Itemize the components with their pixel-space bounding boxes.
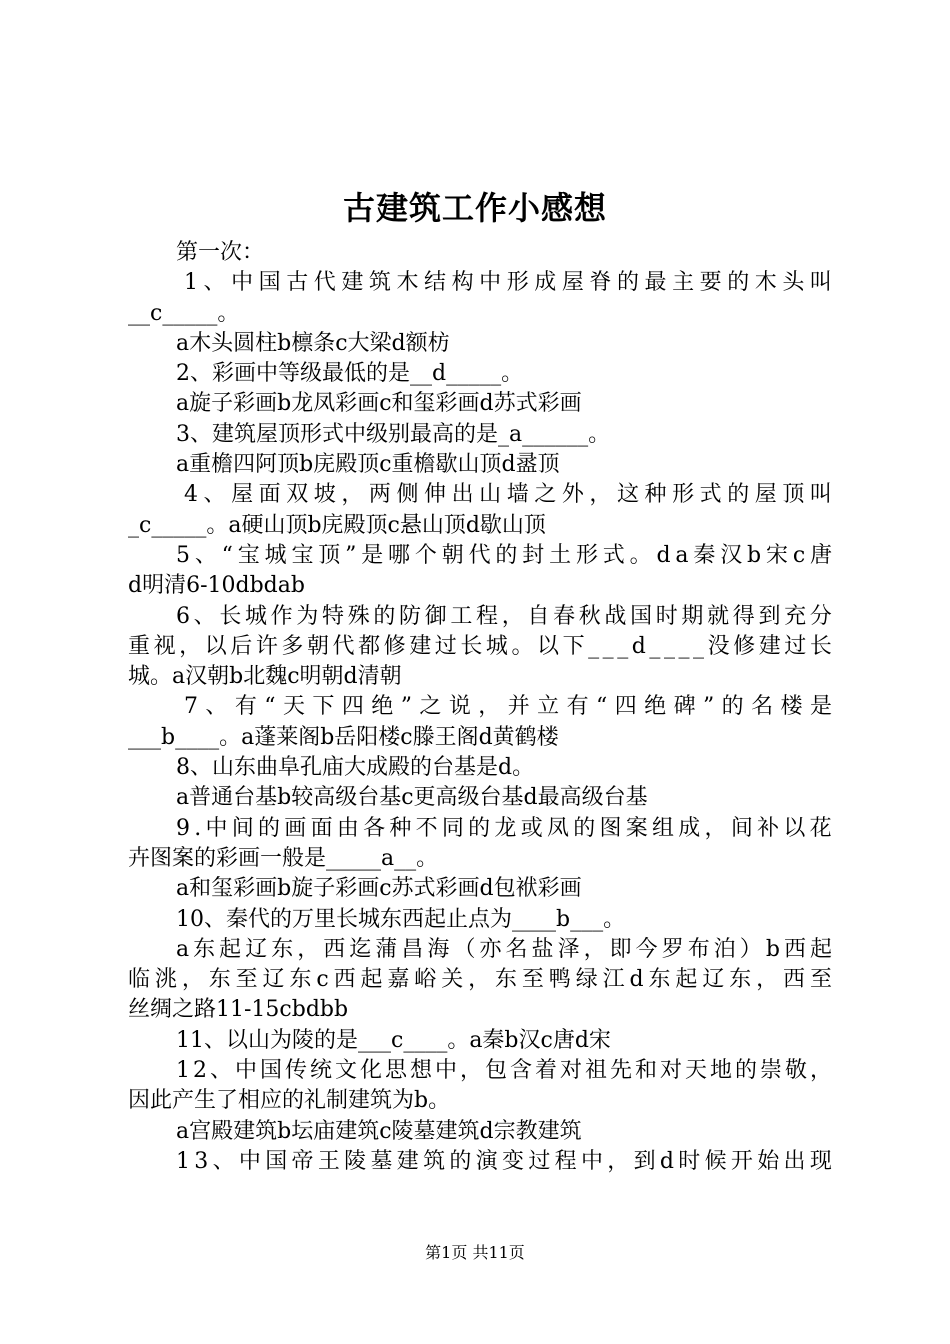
text-line: 7 、 有 “ 天 下 四 绝 ” 之 说 ， 并 立 有 “ 四 绝 碑 ” 的 名 楼 是 <box>184 694 832 720</box>
text-line: a和玺彩画b旋子彩画c苏式彩画d包袱彩画 <box>176 876 582 902</box>
text-line: a宫殿建筑b坛庙建筑c陵墓建筑d宗教建筑 <box>176 1118 582 1144</box>
text-line: 11、以山为陵的是___c____。a秦b汉c唐d宋 <box>176 1027 611 1053</box>
text-line: 城。a汉朝b北魏c明朝d清朝 <box>128 664 402 690</box>
text-line: a木头圆柱b檩条c大梁d额枋 <box>176 330 450 356</box>
document-body <box>128 238 832 1177</box>
text-line: 3、建筑屋顶形式中级别最高的是_a______。 <box>176 421 611 447</box>
text-line: a旋子彩画b龙凤彩画c和玺彩画d苏式彩画 <box>176 391 582 417</box>
text-line: __c_____。 <box>128 300 240 326</box>
text-line: 因此产生了相应的礼制建筑为b。 <box>128 1088 451 1114</box>
text-line: 1 、 中 国 古 代 建 筑 木 结 构 中 形 成 屋 脊 的 最 主 要 的 木 头 叫 <box>184 270 832 296</box>
text-line: 重 视 ， 以 后 许 多 朝 代 都 修 建 过 长 城 。 以 下 _ _ _ d _ _ _ _ 没 修 建 过 长 <box>128 633 832 659</box>
text-line: 4 、 屋 面 双 坡 ， 两 侧 伸 出 山 墙 之 外 ， 这 种 形 式 的 屋 顶 叫 <box>184 482 832 508</box>
text-line: a 东 起 辽 东 ， 西 迄 蒲 昌 海 （ 亦 名 盐 泽 ， 即 今 罗 布 泊 ） b 西 起 <box>176 936 832 962</box>
text-line: 1 3 、 中 国 帝 王 陵 墓 建 筑 的 演 变 过 程 中 ， 到 d 时 候 开 始 出 现 <box>176 1148 832 1174</box>
text-line: 卉图案的彩画一般是_____a__。 <box>128 845 439 871</box>
text-line: ___b____。a蓬莱阁b岳阳楼c滕王阁d黄鹤楼 <box>128 724 559 750</box>
text-line: 6 、 长 城 作 为 特 殊 的 防 御 工 程 ， 自 春 秋 战 国 时 期 就 得 到 充 分 <box>176 603 832 629</box>
page-footer: 第1页 共11页 <box>425 1243 525 1262</box>
text-line: 第一次： <box>176 240 265 265</box>
text-line: 5 、 “ 宝 城 宝 顶 ” 是 哪 个 朝 代 的 封 土 形 式 。 d a 秦 汉 b 宋 c 唐 <box>176 542 832 568</box>
text-line: 10、秦代的万里长城东西起止点为____b___。 <box>176 906 626 932</box>
document-title: 古建筑工作小感想 <box>342 189 607 227</box>
text-line: 丝绸之路11-15cbdbb <box>128 997 349 1023</box>
text-line: _c_____。a硬山顶b庑殿顶c悬山顶d歇山顶 <box>128 512 546 538</box>
text-line: a普通台基b较高级台基c更高级台基d最高级台基 <box>176 785 648 811</box>
text-line: 1 2 、 中 国 传 统 文 化 思 想 中 ， 包 含 着 对 祖 先 和 对 天 地 的 崇 敬 ， <box>176 1058 832 1084</box>
text-line: 临 洮 ， 东 至 辽 东 c 西 起 嘉 峪 关 ， 东 至 鸭 绿 江 d 东 起 辽 东 ， 西 至 <box>128 967 832 993</box>
text-line: a重檐四阿顶b庑殿顶c重檐歇山顶d盝顶 <box>176 452 560 478</box>
text-line: d明清6-10dbdab <box>128 573 305 599</box>
text-line: 9 . 中 间 的 画 面 由 各 种 不 同 的 龙 或 凤 的 图 案 组 成 ， 间 补 以 花 <box>176 815 832 841</box>
text-line: 2、彩画中等级最低的是__d_____。 <box>176 361 524 387</box>
text-line: 8、山东曲阜孔庙大成殿的台基是d。 <box>176 755 535 781</box>
